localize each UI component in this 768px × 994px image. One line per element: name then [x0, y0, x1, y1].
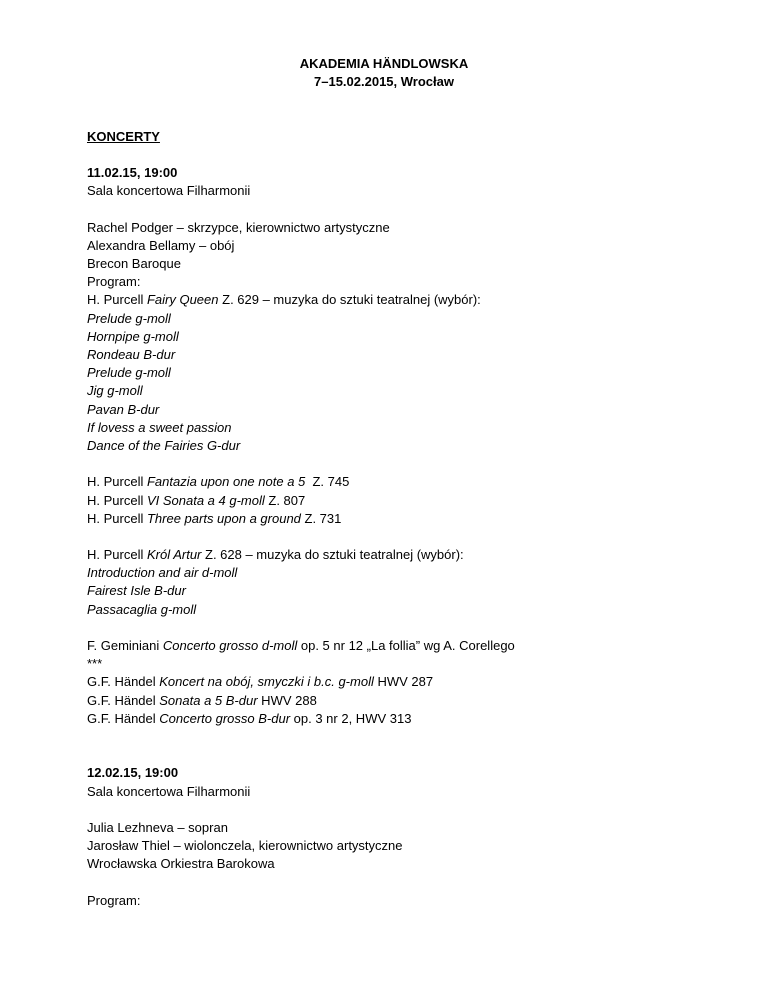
work-title: Fantazia upon one note a 5 [146, 474, 306, 490]
program-label: Program: [87, 892, 141, 908]
concert-venue: Sala koncertowa Filharmonii [87, 183, 251, 199]
movement: Jig g-moll [87, 383, 143, 399]
work-details: op. 5 nr 12 „La follia” wg A. Corellego [297, 638, 515, 653]
event-dates: 7–15.02.2015, Wrocław [314, 74, 454, 90]
movement: Introduction and air d-moll [87, 565, 238, 581]
performer: Jarosław Thiel – wiolonczela, kierownictwo artystyczne [87, 838, 403, 854]
concert-datetime: 12.02.15, 19:00 [87, 765, 179, 781]
work-title: Koncert na obój, smyczki i b.c. g-moll [159, 674, 374, 690]
program-work [87, 692, 687, 710]
composer: F. Geminiani [87, 638, 163, 653]
composer: G.F. Händel [87, 710, 160, 726]
composer: G.F. Händel [87, 674, 160, 690]
work-title: Sonata a 5 B-dur [159, 692, 258, 708]
work-details: op. 3 nr 2, HWV 313 [290, 710, 412, 726]
movement: Pavan B-dur [87, 401, 160, 417]
program-work [87, 473, 687, 491]
composer: G.F. Händel [87, 692, 160, 708]
work-title: Concerto grosso d-moll [162, 638, 298, 653]
performer: Wrocławska Orkiestra Barokowa [87, 856, 275, 872]
work-details: Z. 629 – muzyka do sztuki teatralnej (wybór): [218, 292, 481, 308]
movement: Dance of the Fairies G-dur [87, 437, 241, 453]
intermission-separator: *** [87, 656, 103, 672]
movement: Passacaglia g-moll [87, 601, 197, 617]
movement: Rondeau B-dur [87, 347, 176, 362]
program-label: Program: [87, 274, 141, 290]
performer: Julia Lezhneva – sopran [87, 819, 228, 835]
movement: Hornpipe g-moll [87, 328, 179, 344]
composer: H. Purcell [87, 492, 147, 508]
program-work [87, 546, 687, 564]
program-work [87, 673, 687, 691]
composer: H. Purcell [87, 474, 147, 490]
movement: Fairest Isle B-dur [87, 583, 186, 599]
document-title: AKADEMIA HÄNDLOWSKA [299, 56, 469, 71]
work-details: HWV 287 [373, 674, 434, 690]
program-work [87, 492, 687, 510]
program-work [87, 291, 687, 309]
work-details: Z. 745 [305, 474, 350, 490]
work-title: Fairy Queen [146, 292, 219, 308]
work-details: Z. 731 [300, 510, 342, 526]
movement: Prelude g-moll [87, 365, 171, 381]
work-title: VI Sonata a 4 g-moll [146, 492, 265, 508]
program-work [87, 637, 687, 655]
composer: H. Purcell [87, 510, 147, 526]
work-title: Król Artur [146, 547, 202, 563]
program-work [87, 710, 687, 728]
work-details: Z. 628 – muzyka do sztuki teatralnej (wybór): [201, 547, 464, 563]
section-title: KONCERTY [87, 128, 160, 144]
program-work [87, 510, 687, 528]
work-details: Z. 807 [264, 492, 306, 508]
concert-2 [87, 764, 687, 910]
document-page [87, 55, 687, 910]
performer: Alexandra Bellamy – obój [87, 237, 235, 253]
composer: H. Purcell [87, 547, 147, 563]
performer: Rachel Podger – skrzypce, kierownictwo artystyczne [87, 219, 390, 235]
work-title: Concerto grosso B-dur [159, 710, 291, 726]
work-title: Three parts upon a ground [146, 510, 301, 526]
movement: Prelude g-moll [87, 310, 171, 326]
work-details: HWV 288 [257, 692, 317, 708]
performer: Brecon Baroque [87, 256, 181, 272]
composer: H. Purcell [87, 292, 147, 308]
movement: If lovess a sweet passion [87, 419, 232, 435]
concert-1 [87, 164, 687, 728]
concert-datetime: 11.02.15, 19:00 [87, 165, 178, 181]
concert-venue: Sala koncertowa Filharmonii [87, 783, 251, 799]
